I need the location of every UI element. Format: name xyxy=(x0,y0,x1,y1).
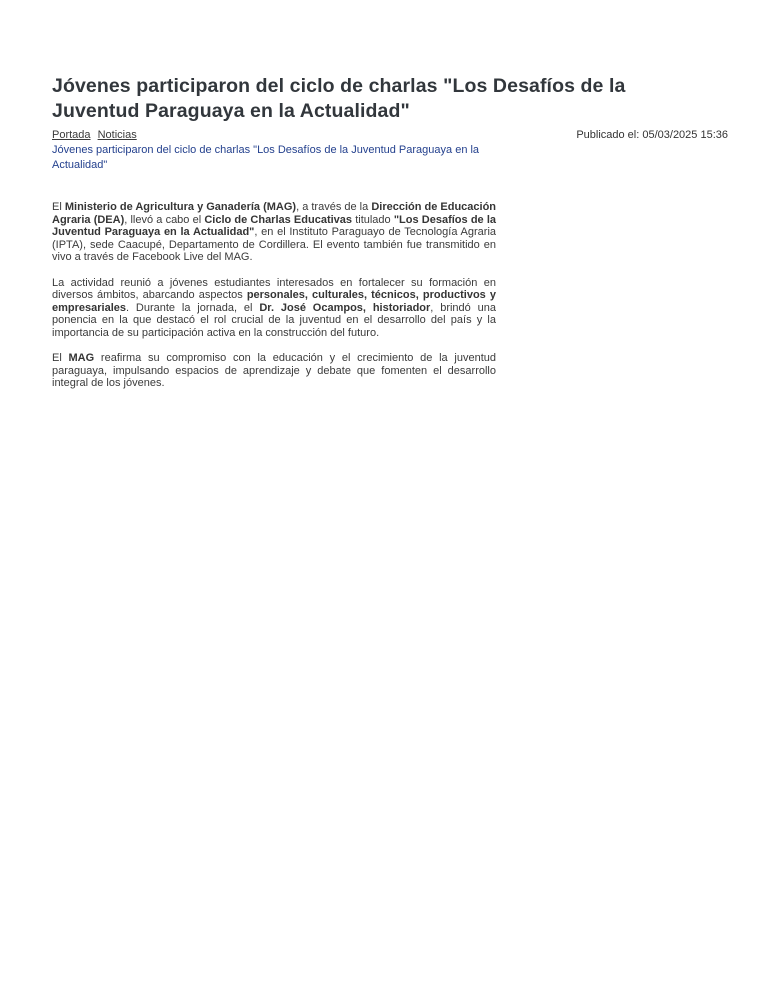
article-paragraph: La actividad reunió a jóvenes estudiantes interesados en fortalecer su formación en diversos ámbitos, abarcando aspectos personales, culturales, técnicos, productivos y empresariales. Durante la jornada, el Dr. José Ocampos, historiador, brindó una ponencia en la que destacó el rol crucial de la juventud en el desarrollo del país y la importancia de su participación activa en la construcción del futuro. xyxy=(52,276,496,339)
breadcrumb-link-noticias[interactable]: Noticias xyxy=(97,129,137,141)
meta-row xyxy=(52,128,728,142)
published-date: Publicado el: 05/03/2025 15:36 xyxy=(576,129,728,141)
article-paragraph: El MAG reafirma su compromiso con la educación y el crecimiento de la juventud paraguaya, impulsando espacios de aprendizaje y debate que fomenten el desarrollo integral de los jóvenes. xyxy=(52,352,496,389)
article-paragraph: El Ministerio de Agricultura y Ganadería (MAG), a través de la Dirección de Educación Agraria (DEA), llevó a cabo el Ciclo de Charlas Educativas titulado "Los Desafíos de la Juventud Paraguaya en la Actualidad", en el Instituto Paraguayo de Tecnología Agraria (IPTA), sede Caacupé, Departamento de Cordillera. El evento también fue transmitido en vivo a través de Facebook Live del MAG. xyxy=(52,201,497,263)
breadcrumb-current-page-link[interactable]: Jóvenes participaron del ciclo de charlas "Los Desafíos de la Juventud Paraguaya en la Actualidad" xyxy=(52,144,480,171)
page-container xyxy=(52,0,728,390)
breadcrumb-link-portada[interactable]: Portada xyxy=(52,129,91,141)
breadcrumb xyxy=(52,128,137,142)
page-title: Jóvenes participaron del ciclo de charlas "Los Desafíos de la Juventud Paraguaya en la Actualidad" xyxy=(52,75,626,122)
article-body xyxy=(52,201,496,390)
